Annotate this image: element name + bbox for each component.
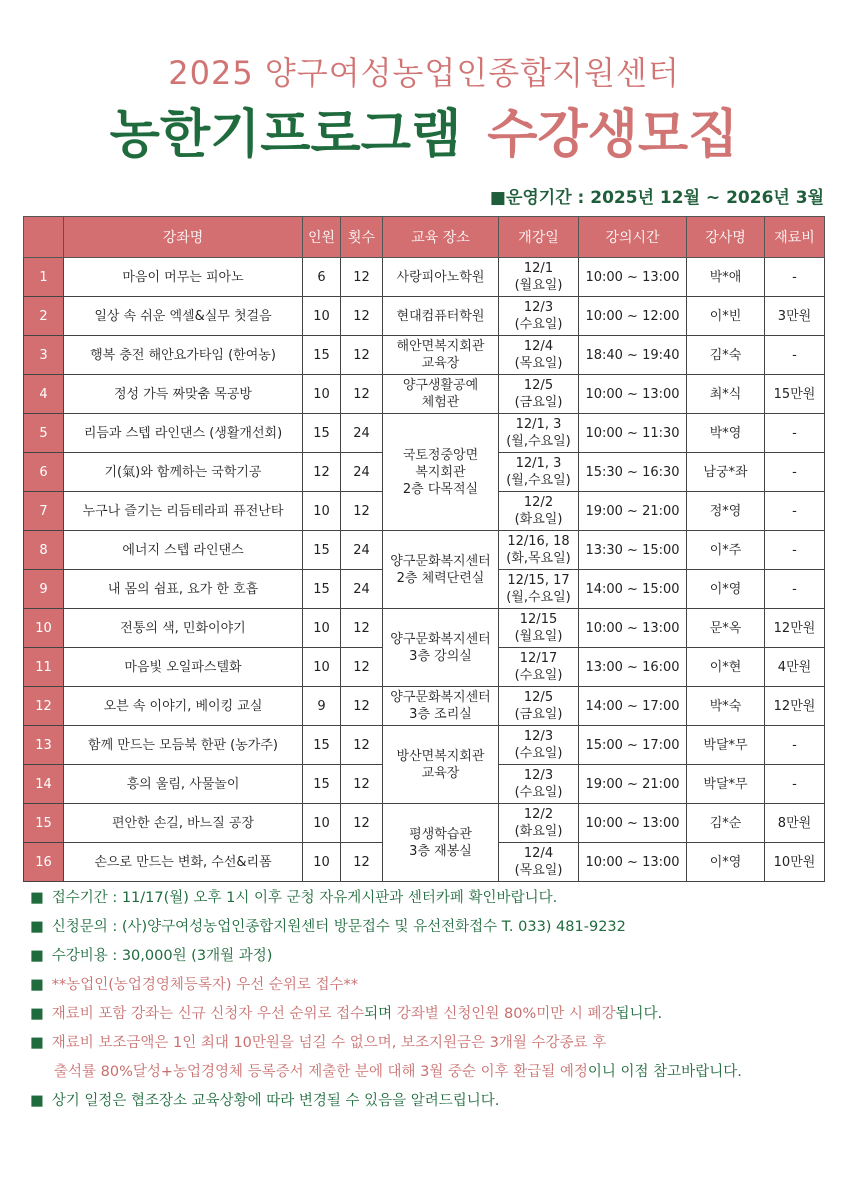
course-name: 일상 속 쉬운 엑셀&실무 첫걸음 (64, 297, 303, 336)
instructor: 이*주 (687, 531, 765, 570)
bullet-icon: ■ (30, 977, 44, 993)
start-date (499, 804, 579, 843)
course-name: 누구나 즐기는 리듬테라피 퓨전난타 (64, 492, 303, 531)
capacity: 15 (303, 336, 341, 375)
instructor: 이*현 (687, 648, 765, 687)
table-header-row (24, 217, 825, 258)
start-date-weekday: (화요일) (514, 824, 563, 839)
start-date-day: 12/4 (523, 846, 554, 861)
start-date (499, 375, 579, 414)
material-fee: 15만원 (765, 375, 825, 414)
start-date-day: 12/5 (523, 690, 554, 705)
table-row (24, 609, 825, 648)
course-name: 리듬과 스텝 라인댄스 (생활개선회) (64, 414, 303, 453)
instructor: 이*영 (687, 843, 765, 882)
bullet-icon: ■ (30, 1093, 44, 1109)
start-date (499, 492, 579, 531)
instructor: 박*숙 (687, 687, 765, 726)
table-row (24, 726, 825, 765)
row-number: 11 (24, 648, 64, 687)
capacity: 12 (303, 453, 341, 492)
class-time: 14:00 ~ 17:00 (579, 687, 687, 726)
class-time: 19:00 ~ 21:00 (579, 765, 687, 804)
material-fee: 3만원 (765, 297, 825, 336)
start-date-weekday: (목요일) (514, 356, 563, 371)
capacity: 10 (303, 843, 341, 882)
venue: 사랑피아노학원 (383, 258, 499, 297)
program-table (23, 216, 825, 882)
venue: 현대컴퓨터학원 (383, 297, 499, 336)
class-time: 19:00 ~ 21:00 (579, 492, 687, 531)
session-count: 12 (341, 687, 383, 726)
material-fee: 4만원 (765, 648, 825, 687)
capacity: 10 (303, 375, 341, 414)
start-date-day: 12/1, 3 (515, 417, 562, 432)
material-fee: - (765, 453, 825, 492)
session-count: 12 (341, 336, 383, 375)
row-number: 5 (24, 414, 64, 453)
note-priority: ■ **농업인(농업경영체등록자) 우선 순위로 접수** (30, 977, 358, 993)
row-number: 14 (24, 765, 64, 804)
material-fee: 10만원 (765, 843, 825, 882)
start-date (499, 258, 579, 297)
capacity: 10 (303, 609, 341, 648)
class-time: 10:00 ~ 13:00 (579, 609, 687, 648)
table-row (24, 336, 825, 375)
session-count: 12 (341, 297, 383, 336)
course-name: 마음이 머무는 피아노 (64, 258, 303, 297)
session-count: 12 (341, 609, 383, 648)
instructor: 이*영 (687, 570, 765, 609)
column-header: 재료비 (765, 217, 825, 258)
class-time: 10:00 ~ 13:00 (579, 804, 687, 843)
session-count: 24 (341, 414, 383, 453)
row-number: 9 (24, 570, 64, 609)
venue: 양구생활공예 체험관 (383, 375, 499, 414)
start-date-day: 12/5 (523, 378, 554, 393)
row-number: 10 (24, 609, 64, 648)
material-fee: - (765, 492, 825, 531)
page-title (0, 92, 848, 167)
course-name: 내 몸의 쉼표, 요가 한 호흡 (64, 570, 303, 609)
venue: 평생학습관 3층 재봉실 (383, 804, 499, 882)
start-date-day: 12/3 (523, 300, 554, 315)
capacity: 15 (303, 765, 341, 804)
column-header: 인원 (303, 217, 341, 258)
instructor: 박달*무 (687, 765, 765, 804)
capacity: 15 (303, 570, 341, 609)
start-date-weekday: (월,수요일) (506, 434, 571, 449)
instructor: 문*옥 (687, 609, 765, 648)
start-date-day: 12/15 (519, 612, 558, 627)
material-fee: - (765, 726, 825, 765)
start-date-day: 12/15, 17 (507, 573, 570, 588)
start-date-day: 12/1, 3 (515, 456, 562, 471)
instructor: 김*순 (687, 804, 765, 843)
start-date-day: 12/2 (523, 807, 554, 822)
class-time: 10:00 ~ 12:00 (579, 297, 687, 336)
table-row (24, 687, 825, 726)
row-number: 12 (24, 687, 64, 726)
class-time: 14:00 ~ 15:00 (579, 570, 687, 609)
start-date-weekday: (월요일) (514, 629, 563, 644)
capacity: 15 (303, 726, 341, 765)
start-date-weekday: (수요일) (514, 746, 563, 761)
row-number: 2 (24, 297, 64, 336)
start-date-day: 12/16, 18 (507, 534, 570, 549)
table-row (24, 414, 825, 453)
class-time: 10:00 ~ 13:00 (579, 843, 687, 882)
start-date-weekday: (월,수요일) (506, 473, 571, 488)
note-material-course: ■ 재료비 포함 강좌는 신규 신청자 우선 순위로 접수되며 강좌별 신청인원 80%미만 시 폐강됩니다. (30, 1006, 663, 1022)
class-time: 18:40 ~ 19:40 (579, 336, 687, 375)
material-fee: 12만원 (765, 609, 825, 648)
venue: 방산면복지회관 교육장 (383, 726, 499, 804)
course-name: 편안한 손길, 바느질 공장 (64, 804, 303, 843)
start-date (499, 297, 579, 336)
course-name: 오븐 속 이야기, 베이킹 교실 (64, 687, 303, 726)
start-date-weekday: (화요일) (514, 512, 563, 527)
venue: 양구문화복지센터 2층 체력단련실 (383, 531, 499, 609)
session-count: 12 (341, 804, 383, 843)
column-header: 횟수 (341, 217, 383, 258)
row-number: 6 (24, 453, 64, 492)
start-date-day: 12/3 (523, 729, 554, 744)
instructor: 박*애 (687, 258, 765, 297)
class-time: 13:30 ~ 15:00 (579, 531, 687, 570)
table-row (24, 804, 825, 843)
note-application-period: ■ 접수기간 : 11/17(월) 오후 1시 이후 군청 자유게시판과 센터카페 확인바랍니다. (30, 890, 558, 906)
capacity: 6 (303, 258, 341, 297)
column-header: 교육 장소 (383, 217, 499, 258)
start-date-weekday: (금요일) (514, 395, 563, 410)
course-name: 전통의 색, 민화이야기 (64, 609, 303, 648)
class-time: 10:00 ~ 13:00 (579, 258, 687, 297)
start-date-day: 12/17 (519, 651, 558, 666)
start-date-weekday: (목요일) (514, 863, 563, 878)
course-name: 손으로 만드는 변화, 수선&리폼 (64, 843, 303, 882)
start-date (499, 648, 579, 687)
note-inquiry: ■ 신청문의 : (사)양구여성농업인종합지원센터 방문접수 및 유선전화접수 T. 033) 481-9232 (30, 919, 626, 935)
row-number: 13 (24, 726, 64, 765)
venue: 국토정중앙면 복지회관 2층 다목적실 (383, 414, 499, 531)
column-header: 강의시간 (579, 217, 687, 258)
class-time: 13:00 ~ 16:00 (579, 648, 687, 687)
capacity: 10 (303, 804, 341, 843)
class-time: 15:00 ~ 17:00 (579, 726, 687, 765)
start-date-weekday: (금요일) (514, 707, 563, 722)
table-row (24, 375, 825, 414)
instructor: 박달*무 (687, 726, 765, 765)
capacity: 9 (303, 687, 341, 726)
notes-section (30, 884, 830, 1116)
material-fee: - (765, 414, 825, 453)
start-date-day: 12/4 (523, 339, 554, 354)
start-date-weekday: (월요일) (514, 278, 563, 293)
bullet-icon: ■ (30, 1006, 44, 1022)
start-date (499, 843, 579, 882)
column-header: 강사명 (687, 217, 765, 258)
start-date-weekday: (수요일) (514, 317, 563, 332)
session-count: 24 (341, 453, 383, 492)
note-fee: ■ 수강비용 : 30,000원 (3개월 과정) (30, 948, 273, 964)
session-count: 12 (341, 492, 383, 531)
start-date (499, 687, 579, 726)
course-name: 함께 만드는 모듬북 한판 (농가주) (64, 726, 303, 765)
start-date-day: 12/3 (523, 768, 554, 783)
start-date (499, 336, 579, 375)
material-fee: 12만원 (765, 687, 825, 726)
row-number: 7 (24, 492, 64, 531)
class-time: 15:30 ~ 16:30 (579, 453, 687, 492)
material-fee: - (765, 531, 825, 570)
note-schedule-change: ■ 상기 일정은 협조장소 교육상황에 따라 변경될 수 있음을 알려드립니다. (30, 1093, 500, 1109)
start-date-weekday: (수요일) (514, 785, 563, 800)
venue: 양구문화복지센터 3층 강의실 (383, 609, 499, 687)
session-count: 12 (341, 843, 383, 882)
start-date (499, 609, 579, 648)
row-number: 8 (24, 531, 64, 570)
capacity: 10 (303, 297, 341, 336)
course-name: 에너지 스텝 라인댄스 (64, 531, 303, 570)
venue: 해안면복지회관 교육장 (383, 336, 499, 375)
bullet-icon: ■ (30, 1035, 44, 1051)
session-count: 12 (341, 375, 383, 414)
bullet-icon: ■ (30, 948, 44, 964)
bullet-icon: ■ (30, 919, 44, 935)
venue: 양구문화복지센터 3층 조리실 (383, 687, 499, 726)
material-fee: - (765, 765, 825, 804)
material-fee: - (765, 570, 825, 609)
row-number: 16 (24, 843, 64, 882)
table-row (24, 297, 825, 336)
course-name: 행복 충전 해안요가타임 (한여농) (64, 336, 303, 375)
session-count: 12 (341, 726, 383, 765)
material-fee: - (765, 336, 825, 375)
column-header: 개강일 (499, 217, 579, 258)
operation-period: ■운영기간 : 2025년 12월 ~ 2026년 3월 (489, 188, 824, 208)
class-time: 10:00 ~ 11:30 (579, 414, 687, 453)
material-fee: 8만원 (765, 804, 825, 843)
start-date (499, 765, 579, 804)
start-date-weekday: (수요일) (514, 668, 563, 683)
start-date (499, 531, 579, 570)
title-main: 농한기프로그램 (109, 105, 462, 165)
table-row (24, 258, 825, 297)
session-count: 24 (341, 531, 383, 570)
start-date-day: 12/2 (523, 495, 554, 510)
start-date (499, 453, 579, 492)
row-number: 15 (24, 804, 64, 843)
bullet-icon: ■ (30, 890, 44, 906)
session-count: 24 (341, 570, 383, 609)
start-date-weekday: (화,목요일) (506, 551, 571, 566)
row-number: 1 (24, 258, 64, 297)
class-time: 10:00 ~ 13:00 (579, 375, 687, 414)
column-header: 강좌명 (64, 217, 303, 258)
capacity: 10 (303, 492, 341, 531)
instructor: 정*영 (687, 492, 765, 531)
course-name: 흥의 울림, 사물놀이 (64, 765, 303, 804)
start-date (499, 570, 579, 609)
instructor: 남궁*좌 (687, 453, 765, 492)
material-fee: - (765, 258, 825, 297)
start-date (499, 726, 579, 765)
course-name: 마음빛 오일파스텔화 (64, 648, 303, 687)
start-date-weekday: (월,수요일) (506, 590, 571, 605)
instructor: 김*숙 (687, 336, 765, 375)
session-count: 12 (341, 648, 383, 687)
session-count: 12 (341, 765, 383, 804)
table-row (24, 531, 825, 570)
column-header (24, 217, 64, 258)
capacity: 15 (303, 531, 341, 570)
start-date (499, 414, 579, 453)
header-subtitle: 2025 양구여성농업인종합지원센터 (168, 54, 680, 92)
row-number: 4 (24, 375, 64, 414)
note-refund: 출석률 80%달성+농업경영체 등록증서 제출한 분에 대해 3월 중순 이후 환급될 예정이니 이점 참고바랍니다. (54, 1064, 742, 1080)
note-subsidy: ■ 재료비 보조금액은 1인 최대 10만원을 넘길 수 없으며, 보조지원금은 3개월 수강종료 후 (30, 1035, 607, 1051)
course-name: 기(氣)와 함께하는 국학기공 (64, 453, 303, 492)
instructor: 박*영 (687, 414, 765, 453)
start-date-day: 12/1 (523, 261, 554, 276)
title-accent: 수강생모집 (487, 105, 739, 165)
capacity: 10 (303, 648, 341, 687)
course-name: 정성 가득 짜맞춤 목공방 (64, 375, 303, 414)
row-number: 3 (24, 336, 64, 375)
instructor: 최*식 (687, 375, 765, 414)
session-count: 12 (341, 258, 383, 297)
capacity: 15 (303, 414, 341, 453)
instructor: 이*빈 (687, 297, 765, 336)
